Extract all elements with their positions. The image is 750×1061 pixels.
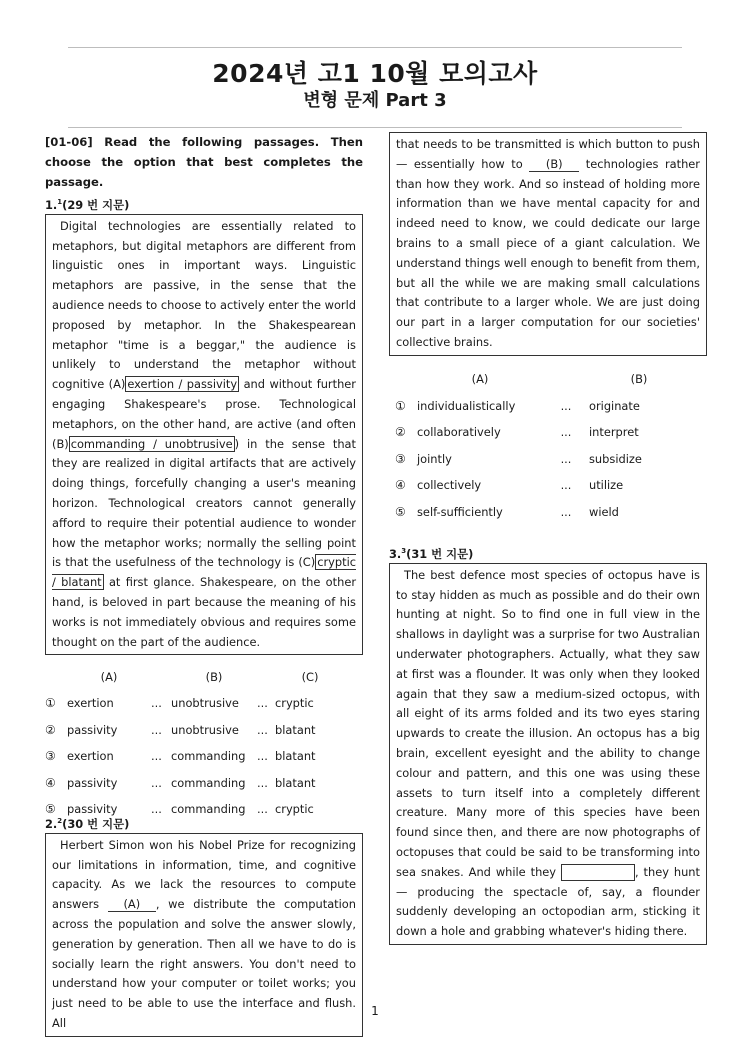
option-b: unobtrusive [171,722,239,737]
q2-text-3: that needs to be transmitted is which button to push — essentially how to [396,137,700,171]
option-b: interpret [589,425,639,440]
q2-option-3[interactable] [395,445,689,472]
option-number: ③ [45,749,56,764]
q3-text-1: The best defence most species of octopus have is to stay hidden as much as possible and do their own hunting at night. So to find one in full view in the shallows in daylight was a surprise for two Australian underwater photographers. Actually, what they saw at first was a flounder. It was only when they looked again that they saw a medium-sized octopus, with all eight of its arms folded and its two eyes staring upwards to create the illusion. An octopus has a big brain, excellent eyesight and the ability to change colour and pattern, and this one was using these assets to turn itself into a completely different creature. Many more of this species have been found since then, and there are now photographs of octopuses that could be said to be transforming into sea snakes. And while they [396,567,700,879]
option-sep: ... [560,451,572,466]
option-b: unobtrusive [171,696,239,711]
option-a: jointly [417,451,452,466]
page-subtitle: 변형 문제 Part 3 [303,90,447,111]
option-sep: ... [560,425,572,440]
option-number: ① [395,398,406,413]
q1-options-header [45,663,345,690]
option-number: ① [45,696,56,711]
option-b: commanding [171,802,246,817]
q1-footnote-mark: 1 [57,198,63,206]
option-a: exertion [67,696,114,711]
q2-blank-b: (B) [529,157,579,172]
option-a: individualistically [417,398,516,413]
option-b: commanding [171,749,246,764]
option-sep: ... [257,696,268,711]
q2-option-4[interactable] [395,472,689,499]
q2-options-header [395,366,689,393]
option-sep: ... [257,802,268,817]
option-c: cryptic [275,802,314,817]
option-a: collaboratively [417,425,501,440]
q2-source: (30 번 지문) [62,816,130,831]
option-sep: ... [257,722,268,737]
q1-passage [45,214,363,656]
q2-passage-part2 [389,132,707,356]
right-column [389,132,707,525]
q1-text-2: and without further engaging Shakespeare's prose. Technological metaphors, on the other hand, are active (and often (B) [52,377,356,451]
q1-choice-a-box: exertion / passivity [127,377,238,392]
q1-option-1[interactable] [45,690,345,717]
option-number: ④ [395,478,406,493]
q3-blank-box [561,864,635,881]
q2-blank-a: (A) [108,897,156,912]
option-sep: ... [151,749,162,764]
q2-col-b: (B) [630,372,648,387]
option-sep: ... [560,478,572,493]
option-sep: ... [560,398,572,413]
page-title: 2024년 고1 10월 모의고사 [212,59,538,88]
page-number: 1 [371,1004,379,1018]
q3-text-2: , they hunt — producing the spectacle of, say, a flounder suddenly developing an octopodian arm, sticking it down a hole and grabbing whatever's hiding there. [396,864,700,939]
q1-heading [45,193,363,214]
header-bottom-rule [68,127,682,128]
option-b: wield [589,504,619,519]
option-sep: ... [560,504,572,519]
option-number: ③ [395,451,406,466]
q2-option-2[interactable] [395,419,689,446]
option-number: ⑤ [45,802,56,817]
q2-text-2: , we distribute the computation across the population and solve the answer slowly, generation by generation. Then all we have to do is socially learn the right answers. You don't need to understand how your computer or toilet works; you just need to be able to use the interface and flush. All [52,897,356,1030]
option-sep: ... [257,775,268,790]
q3-heading [389,542,707,563]
option-number: ⑤ [395,504,406,519]
q2-options-table [395,366,689,525]
option-sep: ... [257,749,268,764]
q1-col-c: (C) [301,669,319,684]
left-column [45,132,363,822]
q1-option-3[interactable] [45,743,345,770]
option-sep: ... [151,722,162,737]
q1-option-2[interactable] [45,716,345,743]
option-sep: ... [151,775,162,790]
q3-label: 3. [389,546,402,561]
option-number: ④ [45,775,56,790]
option-sep: ... [151,802,162,817]
q1-choice-b-box: commanding / unobtrusive [70,436,233,451]
option-a: passivity [67,722,118,737]
option-c: blatant [275,722,316,737]
q2-option-1[interactable] [395,392,689,419]
q2-text-1: Herbert Simon won his Nobel Prize for recognizing our limitations in information, time, and cognitive capacity. As we lack the resources to compute answers [52,837,356,912]
q3-footnote-mark: 3 [401,547,407,555]
q2-footnote-mark: 2 [57,817,63,825]
q1-col-a: (A) [100,669,118,684]
q1-col-b: (B) [205,669,223,684]
option-c: blatant [275,775,316,790]
q1-text-4: at first glance. Shakespeare, on the other hand, is beloved in part because the meaning of his works is not immediately obvious and requires some thought on the part of the audience. [52,575,357,649]
option-b: subsidize [589,451,642,466]
q3-source: (31 번 지문) [406,546,474,561]
option-a: exertion [67,749,114,764]
q1-option-4[interactable] [45,769,345,796]
option-c: blatant [275,749,316,764]
q3-passage [389,563,707,945]
option-number: ② [395,425,406,440]
option-a: passivity [67,775,118,790]
option-a: passivity [67,802,118,817]
q1-source: (29 번 지문) [62,197,130,212]
option-a: self-sufficiently [417,504,503,519]
q1-text-1: Digital technologies are essentially related to metaphors, but digital metaphors are different from linguistic ones in important ways. Linguistic metaphors are passive, in the sense that the audience needs to choose to actively enter the world proposed by metaphor. In the Shakespearean metaphor "time is a beggar," the audience is unlikely to understand the metaphor without cognitive (A) [52,218,356,392]
option-b: commanding [171,775,246,790]
q2-text-4: technologies rather than how they work. And so instead of holding more information than we have mental capacity for and indeed need to know, we could dedicate our large brains to a small piece of a giant calculation. We understand things well enough to benefit from them, but all the while we are making small calculations that contribute to a larger whole. We are just doing our part in a larger computation for our societies' collective brains. [396,156,700,349]
top-rule [68,47,682,48]
q1-options-table [45,663,345,822]
option-sep: ... [151,696,162,711]
q2-col-a: (A) [471,372,489,387]
q2-label: 2. [45,816,58,831]
q1-text-3: ) in the sense that they are realized in digital artifacts that are actively doing things, forcefully changing a user's meaning horizon. Technological creators cannot generally afford to require their potential audience to wonder how the metaphor works; normally the selling point is that the usefulness of the technology is (C) [52,436,356,570]
q1-choice-c-box: cryptic / blatant [52,555,356,590]
q3-section [389,542,707,945]
instructions: [01-06] Read the following passages. Then choose the option that best completes the passage. [45,135,363,189]
q1-label: 1. [45,197,58,212]
option-b: originate [589,398,640,413]
option-b: utilize [589,478,624,493]
q2-heading [45,812,363,833]
option-number: ② [45,722,56,737]
option-c: cryptic [275,696,314,711]
q2-option-5[interactable] [395,498,689,525]
option-a: collectively [417,478,482,493]
